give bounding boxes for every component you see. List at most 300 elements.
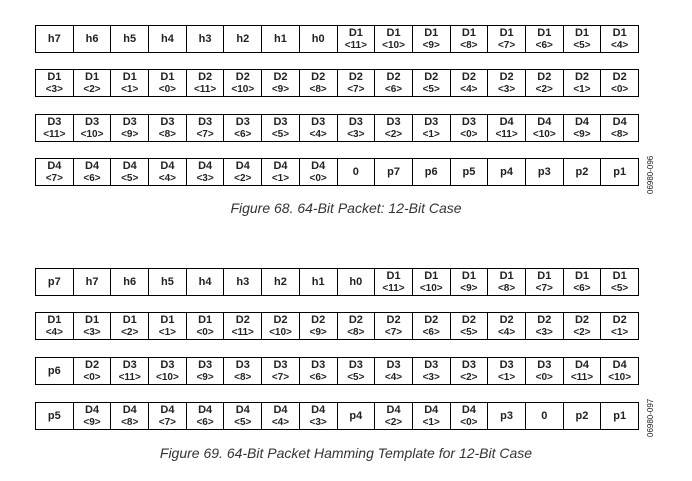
bit-cell-name: p5 xyxy=(462,165,476,178)
bit-cell-name: D3 xyxy=(461,115,476,128)
bit-cell-index: <0> xyxy=(309,172,327,184)
bit-cell-name: D2 xyxy=(311,313,326,326)
bit-cell-name: h5 xyxy=(160,275,174,288)
bit-cell-name: p2 xyxy=(575,165,589,178)
bit-cell xyxy=(149,269,187,295)
bit-cell xyxy=(224,403,262,429)
bit-cell xyxy=(149,403,187,429)
bit-cell-name: 0 xyxy=(352,165,359,178)
bit-cell-index: <10> xyxy=(419,282,443,294)
bit-cell xyxy=(36,358,74,384)
bit-cell xyxy=(262,115,300,141)
bit-cell-index: <3> xyxy=(497,83,516,95)
bit-cell xyxy=(111,358,149,384)
bit-cell-name: D4 xyxy=(273,159,288,172)
bit-cell xyxy=(601,269,638,295)
bit-cell xyxy=(74,26,112,52)
fig69-row-4 xyxy=(35,402,639,430)
bit-cell-index: <9> xyxy=(121,128,139,140)
bit-cell xyxy=(601,26,638,52)
bit-cell-index: <3> xyxy=(83,326,101,338)
bit-cell-name: D3 xyxy=(311,115,326,128)
bit-cell-name: D4 xyxy=(122,159,137,172)
bit-cell-name: D2 xyxy=(461,70,476,83)
bit-cell xyxy=(300,26,338,52)
bit-cell-name: D1 xyxy=(85,70,100,83)
bit-cell-name: p7 xyxy=(47,275,61,288)
bit-cell-index: <7> xyxy=(497,39,516,51)
bit-cell xyxy=(338,159,376,185)
bit-cell xyxy=(451,26,489,52)
bit-cell xyxy=(601,403,638,429)
bit-cell-index: <8> xyxy=(234,371,252,383)
bit-cell-index: <0> xyxy=(460,128,478,140)
bit-cell xyxy=(564,269,602,295)
bit-cell xyxy=(187,26,225,52)
bit-cell-index: <10> xyxy=(382,39,405,51)
bit-cell xyxy=(224,313,262,339)
bit-cell xyxy=(111,26,149,52)
bit-cell-index: <11> xyxy=(43,128,66,140)
bit-cell-name: D3 xyxy=(386,358,401,371)
bit-cell-name: h2 xyxy=(236,32,250,45)
bit-cell-index: <10> xyxy=(156,371,179,383)
bit-cell-index: <7> xyxy=(347,83,365,95)
bit-cell xyxy=(187,269,225,295)
bit-cell-name: h5 xyxy=(123,32,137,45)
bit-cell-index: <11> xyxy=(495,128,518,140)
bit-cell-index: <0> xyxy=(196,326,214,338)
bit-cell-index: <5> xyxy=(271,128,290,140)
bit-cell-index: <8> xyxy=(309,83,327,95)
bit-cell-index: <2> xyxy=(384,128,403,140)
bit-cell xyxy=(488,269,526,295)
bit-cell-index: <4> xyxy=(611,39,629,51)
fig68-row-2 xyxy=(35,69,639,97)
bit-cell-name: D2 xyxy=(424,313,439,326)
bit-cell-index: <9> xyxy=(271,83,290,95)
bit-cell xyxy=(526,70,564,96)
bit-cell-name: D4 xyxy=(424,403,439,416)
bit-cell xyxy=(36,159,74,185)
bit-cell-name: D3 xyxy=(160,358,175,371)
bit-cell xyxy=(262,358,300,384)
fig69-row-1 xyxy=(35,268,639,296)
bit-cell-name: p5 xyxy=(47,409,61,422)
bit-cell-index: <1> xyxy=(422,416,440,428)
bit-cell-index: <9> xyxy=(309,326,327,338)
bit-cell-index: <5> xyxy=(422,83,440,95)
bit-cell xyxy=(451,358,489,384)
bit-cell xyxy=(375,358,413,384)
bit-cell xyxy=(36,403,74,429)
bit-cell-name: D1 xyxy=(47,313,62,326)
bit-cell xyxy=(300,159,338,185)
bit-cell-index: <10> xyxy=(231,83,255,95)
bit-cell-index: <7> xyxy=(271,371,290,383)
bit-cell xyxy=(187,70,225,96)
bit-cell-name: D2 xyxy=(198,70,213,83)
bit-cell xyxy=(224,115,262,141)
fig68-row-1 xyxy=(35,25,639,53)
bit-cell-name: D1 xyxy=(122,313,137,326)
bit-cell xyxy=(488,403,526,429)
bit-cell-name: 0 xyxy=(541,409,548,422)
bit-cell-name: h1 xyxy=(274,32,287,45)
bit-cell-name: h1 xyxy=(311,275,325,288)
bit-cell-index: <1> xyxy=(573,83,591,95)
bit-cell xyxy=(74,313,112,339)
bit-cell xyxy=(111,269,149,295)
bit-cell-name: h6 xyxy=(123,275,137,288)
bit-cell xyxy=(300,403,338,429)
bit-cell-index: <10> xyxy=(269,326,292,338)
bit-cell xyxy=(375,115,413,141)
bit-cell xyxy=(300,269,338,295)
bit-cell-name: D2 xyxy=(235,70,250,83)
bit-cell xyxy=(149,358,187,384)
bit-cell xyxy=(74,358,112,384)
bit-cell-index: <4> xyxy=(45,326,63,338)
bit-cell-name: D3 xyxy=(348,358,363,371)
bit-cell-name: D3 xyxy=(424,115,439,128)
bit-cell xyxy=(36,115,74,141)
bit-cell xyxy=(488,358,526,384)
bit-cell xyxy=(526,115,564,141)
bit-cell-index: <5> xyxy=(460,326,478,338)
bit-cell-name: D1 xyxy=(537,26,552,39)
bit-cell-name: p7 xyxy=(387,165,400,178)
bit-cell-index: <5> xyxy=(573,39,591,51)
bit-cell-index: <2> xyxy=(384,416,403,428)
bit-cell-name: D2 xyxy=(537,313,552,326)
fig68-row-3 xyxy=(35,114,639,142)
bit-cell-name: D1 xyxy=(47,70,62,83)
bit-cell-name: D2 xyxy=(537,70,552,83)
bit-cell-name: D1 xyxy=(574,26,589,39)
bit-cell xyxy=(262,403,300,429)
bit-cell-name: D3 xyxy=(85,115,100,128)
bit-cell-name: D4 xyxy=(160,403,175,416)
bit-cell xyxy=(564,159,602,185)
bit-cell xyxy=(488,313,526,339)
bit-cell-name: D4 xyxy=(235,403,250,416)
bit-cell xyxy=(451,403,489,429)
bit-cell xyxy=(300,313,338,339)
bit-cell xyxy=(413,115,451,141)
bit-cell xyxy=(149,26,187,52)
bit-cell-name: D2 xyxy=(612,313,627,326)
bit-cell-index: <3> xyxy=(347,128,365,140)
bit-cell xyxy=(262,70,300,96)
fig68-row-4 xyxy=(35,158,639,186)
bit-cell-index: <8> xyxy=(347,326,365,338)
bit-cell-index: <0> xyxy=(83,371,101,383)
bit-cell-name: D2 xyxy=(273,313,288,326)
bit-cell xyxy=(601,313,638,339)
bit-cell xyxy=(564,70,602,96)
bit-cell xyxy=(36,313,74,339)
bit-cell-name: h7 xyxy=(47,32,61,45)
bit-cell-name: D4 xyxy=(198,159,213,172)
bit-cell-name: h0 xyxy=(311,32,325,45)
bit-cell-name: D4 xyxy=(461,403,476,416)
bit-cell-index: <4> xyxy=(271,416,290,428)
bit-cell-index: <1> xyxy=(497,371,516,383)
bit-cell xyxy=(601,159,638,185)
bit-cell xyxy=(526,358,564,384)
bit-cell-index: <8> xyxy=(460,39,478,51)
bit-cell-index: <3> xyxy=(45,83,63,95)
bit-cell xyxy=(262,269,300,295)
bit-cell-name: D2 xyxy=(311,70,326,83)
bit-cell xyxy=(375,403,413,429)
bit-cell xyxy=(413,70,451,96)
bit-cell-name: D4 xyxy=(235,159,250,172)
bit-cell xyxy=(262,26,300,52)
bit-cell-name: D1 xyxy=(348,26,363,39)
bit-cell-name: D4 xyxy=(612,358,627,371)
bit-cell xyxy=(413,358,451,384)
bit-cell-index: <7> xyxy=(158,416,177,428)
bit-cell xyxy=(564,26,602,52)
bit-cell xyxy=(36,70,74,96)
bit-cell xyxy=(149,159,187,185)
bit-cell-name: D3 xyxy=(537,358,552,371)
bit-cell-name: D1 xyxy=(122,70,137,83)
bit-cell-index: <6> xyxy=(535,39,553,51)
bit-cell-index: <4> xyxy=(497,326,516,338)
bit-cell-index: <11> xyxy=(118,371,141,383)
fig68-caption: Figure 68. 64-Bit Packet: 12-Bit Case xyxy=(230,200,462,216)
bit-cell-index: <11> xyxy=(193,83,217,95)
bit-cell-name: D2 xyxy=(348,313,363,326)
bit-cell xyxy=(149,115,187,141)
bit-cell xyxy=(149,70,187,96)
bit-cell-name: D3 xyxy=(198,115,213,128)
bit-cell-index: <8> xyxy=(611,128,629,140)
bit-cell-index: <2> xyxy=(83,83,101,95)
bit-cell-name: D1 xyxy=(160,70,175,83)
bit-cell xyxy=(187,403,225,429)
bit-cell-name: D4 xyxy=(198,403,213,416)
bit-cell xyxy=(224,70,262,96)
bit-cell xyxy=(375,269,413,295)
bit-cell-name: D1 xyxy=(537,269,552,282)
bit-cell xyxy=(74,70,112,96)
bit-cell xyxy=(187,358,225,384)
bit-cell xyxy=(375,26,413,52)
bit-cell-name: D4 xyxy=(499,115,514,128)
bit-cell-index: <0> xyxy=(460,416,478,428)
bit-cell-name: D1 xyxy=(574,269,589,282)
bit-cell-name: D3 xyxy=(461,358,476,371)
bit-cell-name: D4 xyxy=(311,403,326,416)
bit-cell xyxy=(111,70,149,96)
bit-cell-name: h4 xyxy=(198,275,212,288)
bit-cell xyxy=(338,358,376,384)
bit-cell-name: D4 xyxy=(122,403,137,416)
bit-cell-index: <8> xyxy=(497,282,516,294)
bit-cell-index: <10> xyxy=(608,371,632,383)
bit-cell-name: h6 xyxy=(85,32,99,45)
bit-cell-name: p6 xyxy=(47,364,61,377)
bit-cell-name: p1 xyxy=(613,409,627,422)
bit-cell-name: D3 xyxy=(273,115,288,128)
bit-cell-name: p2 xyxy=(575,409,589,422)
bit-cell xyxy=(300,115,338,141)
bit-cell-index: <5> xyxy=(234,416,252,428)
bit-cell-index: <2> xyxy=(121,326,139,338)
bit-cell-index: <2> xyxy=(535,83,553,95)
bit-cell-name: h7 xyxy=(85,275,99,288)
bit-cell xyxy=(300,70,338,96)
bit-cell-index: <1> xyxy=(158,326,177,338)
bit-cell-name: h2 xyxy=(274,275,287,288)
bit-cell-name: D2 xyxy=(386,70,401,83)
bit-cell-name: D3 xyxy=(424,358,439,371)
bit-cell xyxy=(224,159,262,185)
bit-cell-index: <9> xyxy=(422,39,440,51)
bit-cell-name: D2 xyxy=(85,358,100,371)
bit-cell-name: D3 xyxy=(122,115,137,128)
bit-cell xyxy=(413,26,451,52)
bit-cell xyxy=(601,70,638,96)
bit-cell-name: D4 xyxy=(386,403,401,416)
bit-cell-index: <2> xyxy=(234,172,252,184)
bit-cell-index: <0> xyxy=(158,83,177,95)
bit-cell-name: D4 xyxy=(612,115,627,128)
bit-cell-name: p4 xyxy=(349,409,363,422)
bit-cell xyxy=(338,70,376,96)
bit-cell-name: D4 xyxy=(47,159,62,172)
bit-cell xyxy=(451,313,489,339)
bit-cell xyxy=(488,70,526,96)
bit-cell-name: D3 xyxy=(235,358,250,371)
bit-cell-index: <8> xyxy=(158,128,177,140)
bit-cell-index: <6> xyxy=(83,172,101,184)
bit-cell xyxy=(187,313,225,339)
bit-cell-name: D1 xyxy=(612,26,627,39)
bit-cell xyxy=(601,115,638,141)
bit-cell-name: D3 xyxy=(386,115,401,128)
bit-cell-name: D4 xyxy=(574,358,589,371)
bit-cell-name: D2 xyxy=(499,313,514,326)
bit-cell-index: <3> xyxy=(309,416,327,428)
bit-cell-name: D1 xyxy=(160,313,175,326)
bit-cell-name: D2 xyxy=(273,70,288,83)
bit-cell-name: D2 xyxy=(499,70,514,83)
bit-cell-index: <3> xyxy=(422,371,440,383)
bit-cell xyxy=(338,313,376,339)
bit-cell-index: <6> xyxy=(422,326,440,338)
bit-cell-name: h3 xyxy=(236,275,250,288)
bit-cell-index: <1> xyxy=(121,83,139,95)
bit-cell xyxy=(111,115,149,141)
bit-cell-name: D3 xyxy=(47,115,62,128)
bit-cell-name: D2 xyxy=(461,313,476,326)
bit-cell xyxy=(36,269,74,295)
bit-cell-index: <4> xyxy=(309,128,327,140)
bit-cell-index: <4> xyxy=(158,172,177,184)
bit-cell-name: D2 xyxy=(424,70,439,83)
bit-cell xyxy=(413,159,451,185)
bit-cell-name: D1 xyxy=(461,26,476,39)
bit-cell-index: <1> xyxy=(422,128,440,140)
bit-cell-index: <0> xyxy=(535,371,553,383)
bit-cell xyxy=(74,159,112,185)
bit-cell xyxy=(526,269,564,295)
bit-cell-index: <7> xyxy=(196,128,214,140)
bit-cell-name: D2 xyxy=(235,313,250,326)
bit-cell-name: h3 xyxy=(198,32,212,45)
fig68-side-id: 06980-096 xyxy=(646,155,655,194)
bit-cell-name: h4 xyxy=(160,32,174,45)
bit-cell-name: D1 xyxy=(386,269,401,282)
bit-cell-name: p4 xyxy=(500,165,514,178)
bit-cell-index: <7> xyxy=(384,326,403,338)
bit-cell xyxy=(338,269,376,295)
bit-cell-index: <11> xyxy=(382,282,405,294)
bit-cell-name: D2 xyxy=(348,70,363,83)
bit-cell-index: <4> xyxy=(460,83,478,95)
bit-cell-name: D1 xyxy=(85,313,100,326)
bit-cell-name: D4 xyxy=(574,115,589,128)
bit-cell-index: <6> xyxy=(573,282,591,294)
bit-cell-name: D3 xyxy=(235,115,250,128)
fig69-side-id: 06980-097 xyxy=(646,398,655,437)
bit-cell xyxy=(526,26,564,52)
bit-cell-index: <1> xyxy=(611,326,629,338)
bit-cell-index: <10> xyxy=(80,128,104,140)
bit-cell xyxy=(564,403,602,429)
bit-cell-index: <0> xyxy=(611,83,629,95)
bit-cell xyxy=(224,26,262,52)
bit-cell xyxy=(488,159,526,185)
bit-cell xyxy=(187,115,225,141)
bit-cell-index: <10> xyxy=(532,128,556,140)
bit-cell-index: <11> xyxy=(231,326,254,338)
bit-cell xyxy=(36,26,74,52)
bit-cell-name: D1 xyxy=(386,26,401,39)
bit-cell-index: <1> xyxy=(271,172,290,184)
bit-cell xyxy=(601,358,638,384)
bit-cell-index: <6> xyxy=(234,128,252,140)
bit-cell-index: <2> xyxy=(460,371,478,383)
bit-cell-name: D4 xyxy=(273,403,288,416)
fig69-row-2 xyxy=(35,312,639,340)
bit-cell xyxy=(262,159,300,185)
bit-cell xyxy=(451,269,489,295)
bit-cell xyxy=(111,403,149,429)
bit-cell-name: D3 xyxy=(311,358,326,371)
bit-cell xyxy=(564,115,602,141)
bit-cell-name: D1 xyxy=(499,26,514,39)
bit-cell xyxy=(413,269,451,295)
bit-cell xyxy=(488,26,526,52)
bit-cell-name: D4 xyxy=(537,115,552,128)
bit-cell-index: <3> xyxy=(535,326,553,338)
bit-cell xyxy=(451,115,489,141)
bit-cell-index: <9> xyxy=(460,282,478,294)
bit-cell xyxy=(375,70,413,96)
fig69-caption: Figure 69. 64-Bit Packet Hamming Template for 12-Bit Case xyxy=(159,445,533,461)
fig69-row-3 xyxy=(35,357,639,385)
bit-cell-name: h0 xyxy=(349,275,363,288)
bit-cell-name: D4 xyxy=(85,159,100,172)
bit-cell xyxy=(526,159,564,185)
bit-cell-index: <9> xyxy=(573,128,591,140)
